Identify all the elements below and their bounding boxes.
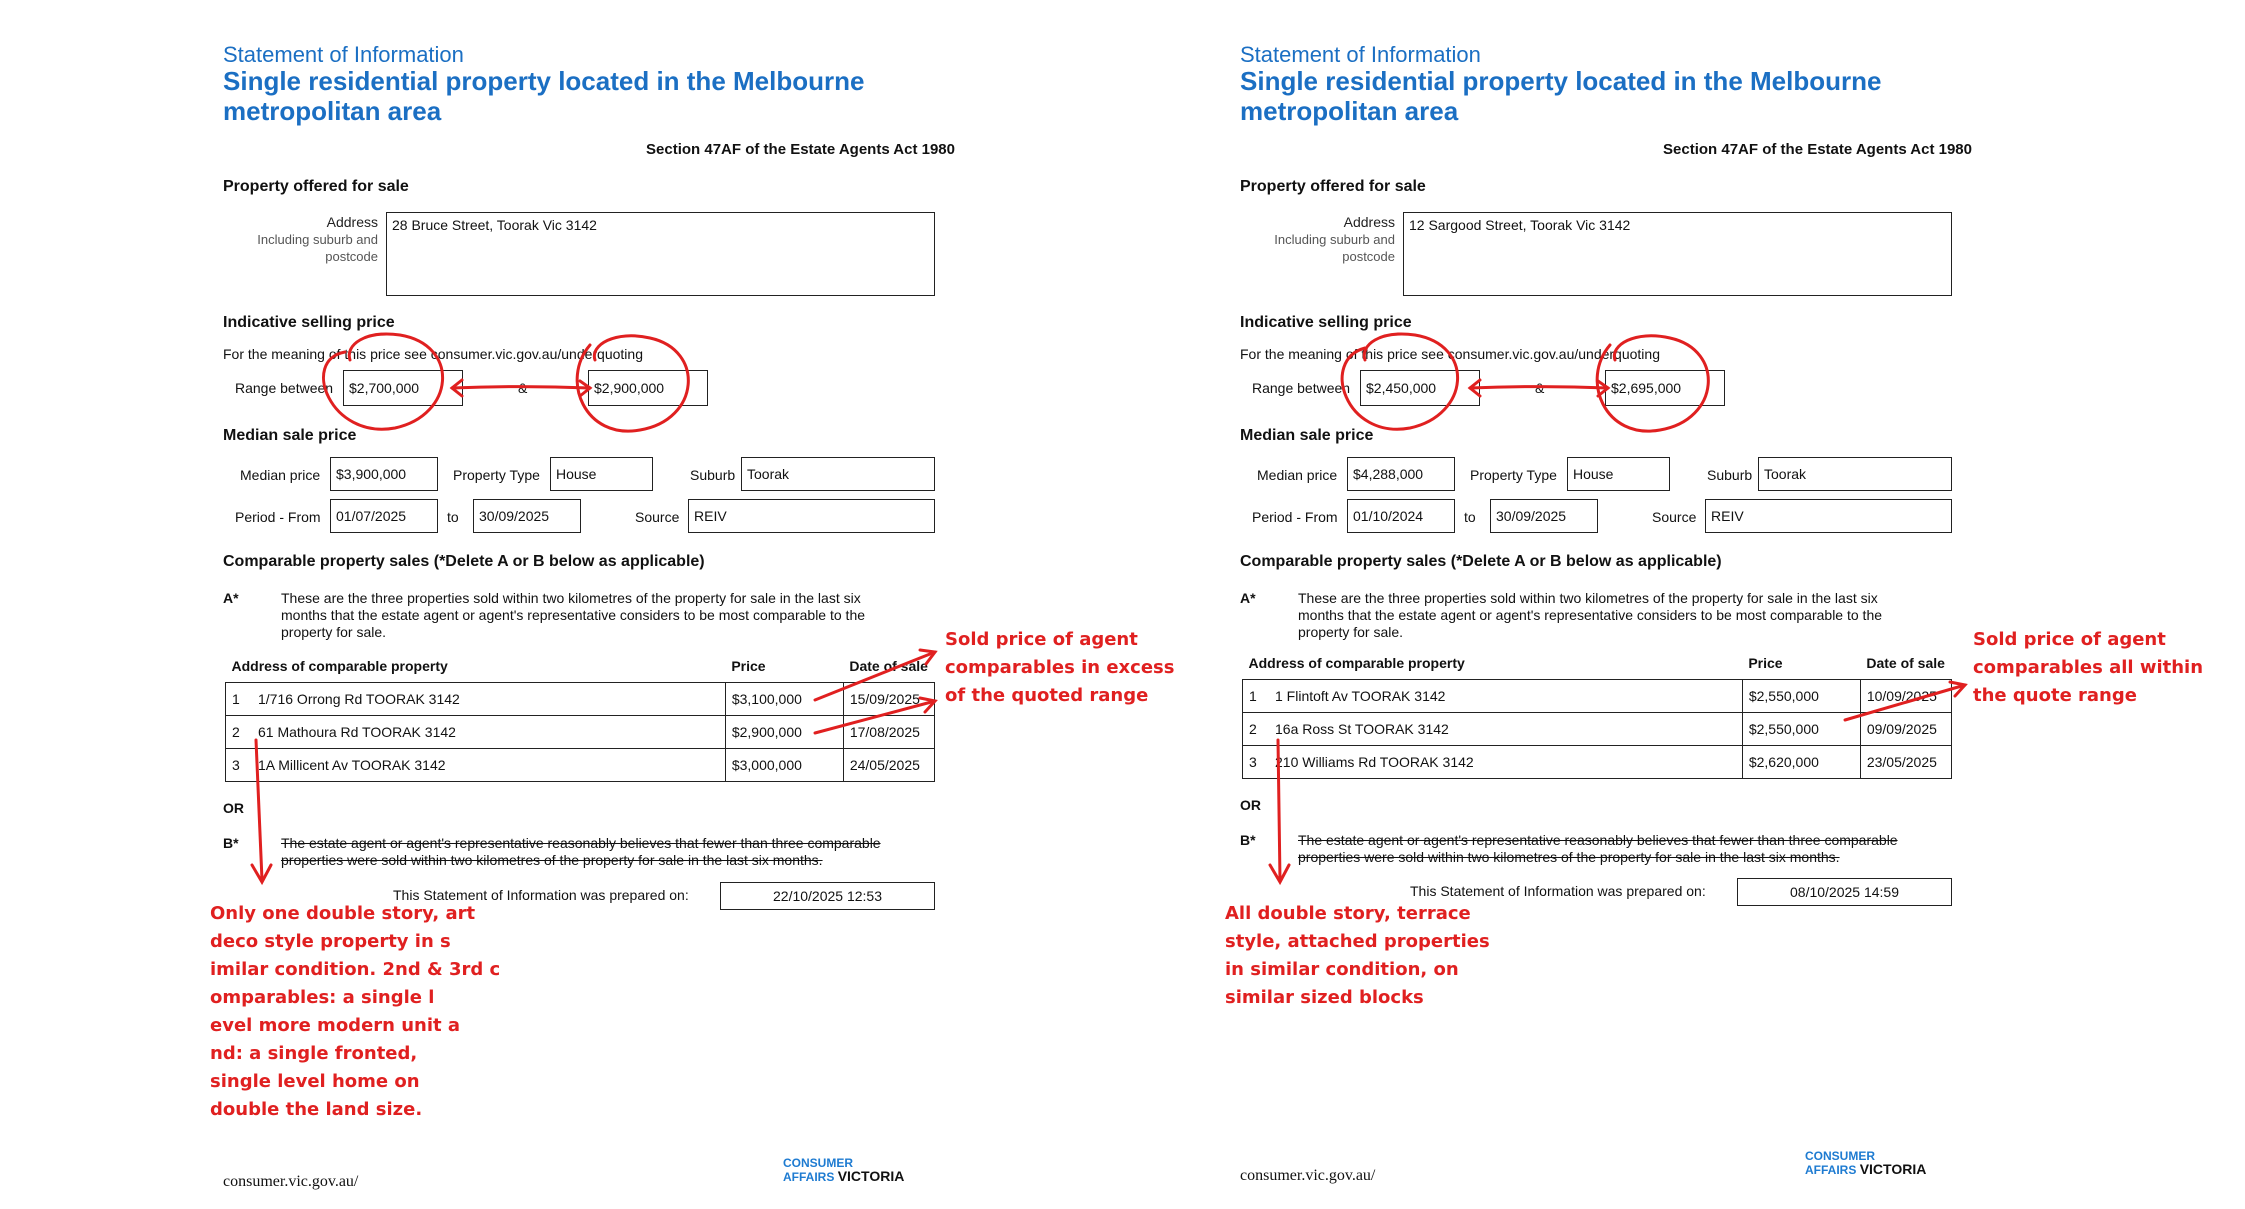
double-arrow-left: [452, 387, 590, 389]
row-number: 2: [1243, 713, 1270, 746]
header-date: Date of sale: [1866, 655, 1945, 671]
row-date: 15/09/2025: [843, 683, 934, 716]
range-ampersand: &: [1535, 380, 1545, 396]
period-to-label: to: [447, 509, 459, 525]
row-address: 1 Flintoft Av TOORAK 3142: [1269, 680, 1742, 713]
property-type-field: House: [550, 457, 653, 491]
section-reference: Section 47AF of the Estate Agents Act 1980: [646, 141, 955, 158]
option-b-marker: B*: [1240, 832, 1256, 848]
logo-victoria: VICTORIA: [1859, 1161, 1927, 1177]
range-label: Range between: [1252, 380, 1351, 396]
source-label: Source: [1652, 509, 1697, 525]
annotation-line: Sold price of agent: [1973, 629, 2166, 650]
row-price: $2,900,000: [725, 716, 843, 749]
underquoting-meaning: For the meaning of this price see consumer.vic.gov.au/underquoting: [223, 346, 643, 362]
median-label: Median price: [240, 467, 321, 483]
option-b-text: The estate agent or agent's representative reasonably believes that fewer than three comparable properties were sold within two kilometres of the property for sale in the last six months.: [1298, 832, 1898, 865]
property-heading: Property offered for sale: [1240, 178, 1426, 195]
circle-range-high-right: [1597, 336, 1708, 431]
annotation-line: deco style property in s: [210, 931, 451, 952]
row-address: 1/716 Orrong Rd TOORAK 3142: [252, 683, 725, 716]
row-address: 210 Williams Rd TOORAK 3142: [1269, 746, 1742, 779]
option-a-marker: A*: [1240, 590, 1256, 606]
annotation-line: omparables: a single l: [210, 987, 435, 1008]
annotation-line: Sold price of agent: [945, 629, 1138, 650]
doc-subtitle: Statement of Information: [1240, 42, 1481, 67]
header-price: Price: [731, 658, 766, 674]
suburb-label: Suburb: [1707, 467, 1753, 483]
prepared-label: This Statement of Information was prepared on:: [393, 887, 689, 903]
row-address: 61 Mathoura Rd TOORAK 3142: [252, 716, 725, 749]
annotation-left-sold: [945, 626, 1174, 710]
source-field: REIV: [1705, 499, 1952, 533]
source-label: Source: [635, 509, 680, 525]
annotation-line: double the land size.: [210, 1099, 423, 1120]
header-date: Date of sale: [849, 658, 928, 674]
option-a-marker: A*: [223, 590, 239, 606]
doc-title: Single residential property located in the Melbourne metropolitan area: [223, 66, 865, 126]
address-label: Address: [1343, 214, 1395, 230]
option-b-marker: B*: [223, 835, 239, 851]
row-number: 2: [226, 716, 253, 749]
logo-affairs: AFFAIRS: [783, 1170, 835, 1184]
row-date: 24/05/2025: [843, 749, 934, 782]
address-field: 28 Bruce Street, Toorak Vic 3142: [386, 212, 935, 296]
underquoting-meaning: For the meaning of this price see consumer.vic.gov.au/underquoting: [1240, 346, 1660, 362]
period-label: Period - From: [235, 509, 321, 525]
range-high-field: $2,900,000: [588, 370, 708, 406]
range-low-field: $2,450,000: [1360, 370, 1480, 406]
address-sublabel: Including suburb and postcode: [257, 232, 378, 264]
row-number: 3: [1243, 746, 1270, 779]
comparable-heading: Comparable property sales (*Delete A or B below as applicable): [1240, 553, 1722, 570]
range-high-field: $2,695,000: [1605, 370, 1725, 406]
arrow-left-row2: [815, 701, 935, 733]
option-a-text: These are the three properties sold within two kilometres of the property for sale in the last six months that the estate agent or agent's representative considers to be most comparable to the property for sale.: [281, 590, 866, 640]
row-price: $2,550,000: [1742, 713, 1860, 746]
suburb-label: Suburb: [690, 467, 736, 483]
row-address: 1A Millicent Av TOORAK 3142: [252, 749, 725, 782]
row-price: $3,000,000: [725, 749, 843, 782]
range-label: Range between: [235, 380, 334, 396]
annotation-line: evel more modern unit a: [210, 1015, 461, 1036]
annotation-line: similar sized blocks: [1225, 987, 1424, 1008]
annotation-line: of the quoted range: [945, 685, 1149, 706]
arrow-right-row: [1845, 685, 1965, 720]
address-label: Address: [326, 214, 378, 230]
section-reference: Section 47AF of the Estate Agents Act 1980: [1663, 141, 1972, 158]
median-label: Median price: [1257, 467, 1338, 483]
row-number: 3: [226, 749, 253, 782]
row-price: $2,550,000: [1742, 680, 1860, 713]
property-type-field: House: [1567, 457, 1670, 491]
row-date: 23/05/2025: [1860, 746, 1951, 779]
annotation-line: comparables in excess: [945, 657, 1175, 678]
median-heading: Median sale price: [223, 427, 357, 444]
or-label: OR: [1240, 797, 1261, 813]
period-to-field: 30/09/2025: [473, 499, 581, 533]
annotation-line: style, attached properties: [1225, 931, 1490, 952]
annotation-line: Only one double story, art: [210, 903, 476, 924]
property-type-label: Property Type: [1470, 467, 1557, 483]
arrow-left-row1: [815, 652, 935, 700]
footer-url: consumer.vic.gov.au/: [1240, 1167, 1376, 1184]
row-price: $2,620,000: [1742, 746, 1860, 779]
header-price: Price: [1748, 655, 1783, 671]
arrow-left-down: [256, 740, 262, 880]
indicative-heading: Indicative selling price: [1240, 314, 1412, 331]
logo-consumer: CONSUMER: [1805, 1149, 1876, 1163]
range-low-field: $2,700,000: [343, 370, 463, 406]
address-field: 12 Sargood Street, Toorak Vic 3142: [1403, 212, 1952, 296]
range-ampersand: &: [518, 380, 528, 396]
address-sublabel: Including suburb and postcode: [1274, 232, 1395, 264]
circle-range-low-right: [1342, 334, 1457, 429]
source-field: REIV: [688, 499, 935, 533]
period-to-field: 30/09/2025: [1490, 499, 1598, 533]
or-label: OR: [223, 800, 244, 816]
suburb-field: Toorak: [1758, 457, 1952, 491]
property-heading: Property offered for sale: [223, 178, 409, 195]
option-a-text: These are the three properties sold within two kilometres of the property for sale in the last six months that the estate agent or agent's representative considers to be most comparable to the property for sale.: [1298, 590, 1883, 640]
row-number: 1: [1243, 680, 1270, 713]
doc-subtitle: Statement of Information: [223, 42, 464, 67]
indicative-heading: Indicative selling price: [223, 314, 395, 331]
suburb-field: Toorak: [741, 457, 935, 491]
header-address: Address of comparable property: [231, 658, 448, 674]
annotation-right-note: [1225, 900, 1490, 1012]
row-date: 10/09/2025: [1860, 680, 1951, 713]
logo-consumer: CONSUMER: [783, 1156, 854, 1170]
circle-range-high-left: [577, 336, 688, 431]
double-arrow-right: [1470, 387, 1608, 389]
median-field: $3,900,000: [330, 457, 438, 491]
footer-url: consumer.vic.gov.au/: [223, 1173, 359, 1190]
annotation-line: nd: a single fronted,: [210, 1043, 418, 1064]
header-address: Address of comparable property: [1248, 655, 1465, 671]
period-from-field: 01/07/2025: [330, 499, 438, 533]
doc-title: Single residential property located in the Melbourne metropolitan area: [1240, 66, 1882, 126]
median-heading: Median sale price: [1240, 427, 1374, 444]
property-type-label: Property Type: [453, 467, 540, 483]
period-from-field: 01/10/2024: [1347, 499, 1455, 533]
option-b-text: The estate agent or agent's representative reasonably believes that fewer than three comparable properties were sold within two kilometres of the property for sale in the last six months.: [281, 835, 881, 868]
circle-range-low-left: [324, 334, 443, 429]
prepared-date-field: 08/10/2025 14:59: [1737, 878, 1952, 906]
annotation-line: imilar condition. 2nd & 3rd c: [210, 959, 501, 980]
logo-victoria: VICTORIA: [837, 1168, 905, 1184]
annotation-right-sold: [1973, 626, 2203, 710]
comparable-heading: Comparable property sales (*Delete A or B below as applicable): [223, 553, 705, 570]
annotation-line: the quote range: [1973, 685, 2137, 706]
row-price: $3,100,000: [725, 683, 843, 716]
median-field: $4,288,000: [1347, 457, 1455, 491]
arrow-right-down: [1278, 740, 1280, 880]
prepared-date-field: 22/10/2025 12:53: [720, 882, 935, 910]
annotation-line: All double story, terrace: [1225, 903, 1471, 924]
prepared-label: This Statement of Information was prepared on:: [1410, 883, 1706, 899]
row-address: 16a Ross St TOORAK 3142: [1269, 713, 1742, 746]
period-to-label: to: [1464, 509, 1476, 525]
row-date: 09/09/2025: [1860, 713, 1951, 746]
row-date: 17/08/2025: [843, 716, 934, 749]
annotation-line: in similar condition, on: [1225, 959, 1459, 980]
annotation-line: single level home on: [210, 1071, 420, 1092]
annotation-left-note: [210, 900, 500, 1124]
annotation-line: comparables all within: [1973, 657, 2204, 678]
row-number: 1: [226, 683, 253, 716]
logo-affairs: AFFAIRS: [1805, 1163, 1857, 1177]
period-label: Period - From: [1252, 509, 1338, 525]
